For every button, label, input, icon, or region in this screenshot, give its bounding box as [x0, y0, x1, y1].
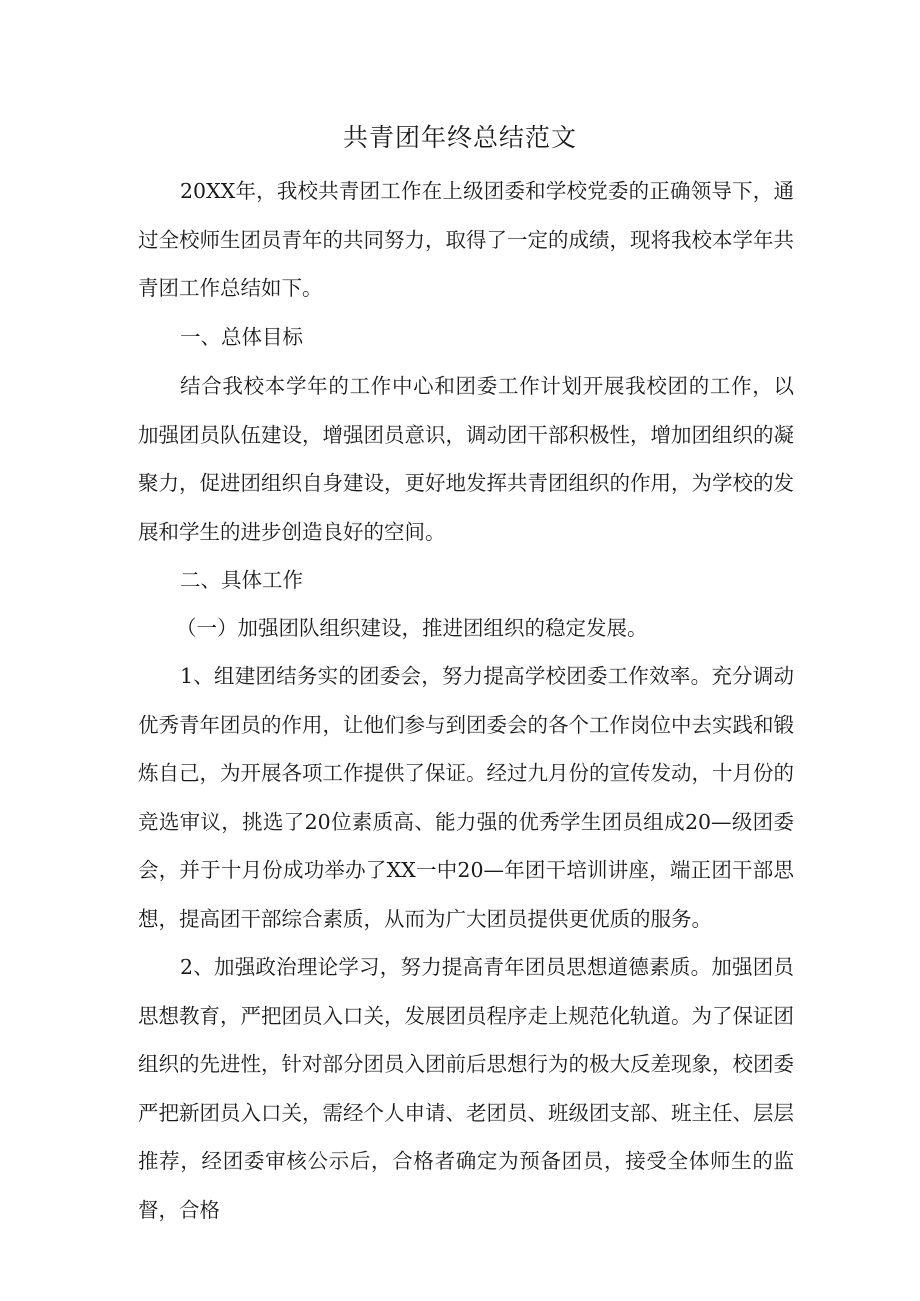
subsection-heading-organization: （一）加强团队组织建设，推进团组织的稳定发展。 — [176, 616, 648, 640]
overall-goal-paragraph: 结合我校本学年的工作中心和团委工作计划开展我校团的工作，以加强团员队伍建设，增强团员意识，调动团干部积极性，增加团组织的凝聚力，促进团组织自身建设，更好地发挥共青团组织的作用，为学校的发展和学生的进步创造良好的空间。 — [138, 374, 794, 544]
intro-paragraph: 20XX年，我校共青团工作在上级团委和学校党委的正确领导下，通过全校师生团员青年的共同努力，取得了一定的成绩，现将我校本学年共青团工作总结如下。 — [138, 179, 794, 300]
section-heading-overall-goal: 一、总体目标 — [180, 325, 303, 349]
item-1-paragraph: 1、组建团结务实的团委会，努力提高学校团委工作效率。充分调动优秀青年团员的作用，让他们参与到团委会的各个工作岗位中去实践和锻炼自己，为开展各项工作提供了保证。经过九月份的宣传发动，十月份的竞选审议，挑选了20位素质高、能力强的优秀学生团员组成20—级团委会，并于十月份成功举办了XX一中20—年团干培训讲座，端正团干部思想，提高团干部综合素质，从而为广大团员提供更优质的服务。 — [138, 664, 794, 931]
section-heading-specific-work: 二、具体工作 — [180, 568, 303, 592]
document-title: 共青团年终总结范文 — [342, 123, 577, 152]
item-2-paragraph: 2、加强政治理论学习，努力提高青年团员思想道德素质。加强团员思想教育，严把团员入口关，发展团员程序走上规范化轨道。为了保证团组织的先进性，针对部分团员入团前后思想行为的极大反差现象，校团委严把新团员入口关，需经个人申请、老团员、班级团支部、班主任、层层推荐，经团委审核公示后，合格者确定为预备团员，接受全体师生的监督，合格 — [138, 955, 794, 1222]
